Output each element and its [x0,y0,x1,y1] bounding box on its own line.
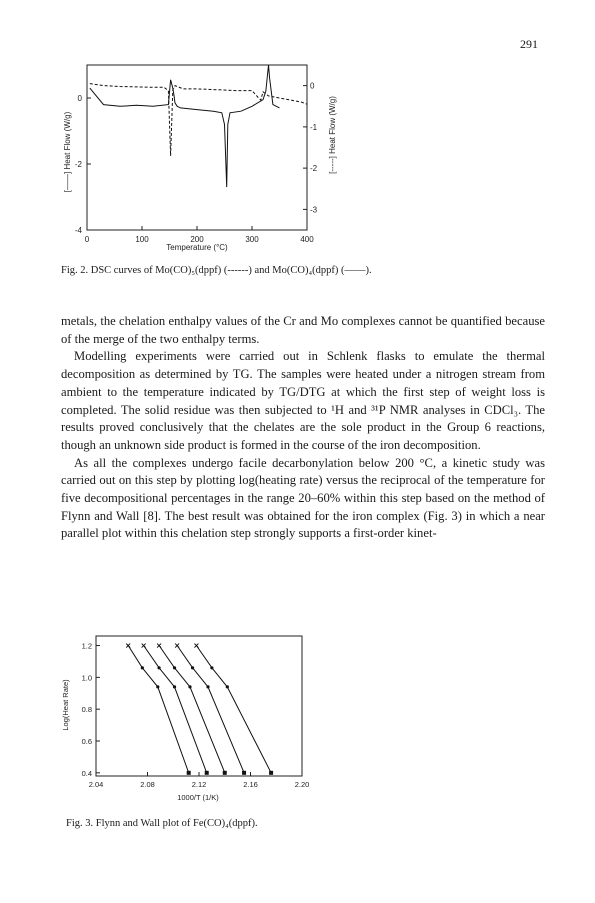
fw-point [142,644,146,648]
fw-xlabel: 1000/T (1/K) [177,793,219,802]
fw-y-tick-label: 0.6 [81,737,92,746]
dsc-series-solid [90,65,280,187]
fw-point [269,771,273,775]
fw-point [173,685,176,688]
fw-ylabel: Log(Heat Rate) [61,679,70,731]
dsc-x-tick-label: 0 [84,235,90,244]
dsc-x-tick-label: 100 [135,235,149,244]
dsc-y-right-tick-label: 0 [310,81,315,91]
fw-x-tick-label: 2.12 [191,780,207,789]
dsc-ylabel-left: [——] Heat Flow (W/g) [63,111,72,193]
paragraph-2: Modelling experiments were carried out in Schlenk flasks to emulate the thermal decomposition as determined by TG. The samples were heated under a nitrogen stream from ambient to the temperature indicated by TG/DTG at which the first step of weight loss is completed. The solid residue was then subjected to ¹H and ³¹P NMR analyses in CDCl₃. The results proved conclusively that the chelates are the sole product in the Group 6 reactions, though an unknown side product is formed in the course of the iron decomposition. [61,349,545,452]
dsc-y-right-tick-label: -1 [310,122,318,132]
fw-point [156,685,159,688]
fig3-caption: Fig. 3. Flynn and Wall plot of Fe(CO)₄(dppf). [66,818,258,829]
dsc-y-right-tick-label: -2 [310,164,318,174]
fw-point [188,685,191,688]
fw-point [157,666,160,669]
fw-y-tick-label: 1.0 [81,673,92,683]
dsc-y-left-tick-label: 0 [77,94,82,103]
fw-point [141,666,144,669]
fw-point [187,771,191,775]
fw-series-line [159,646,225,773]
fig2-caption: Fig. 2. DSC curves of Mo(CO)₅(dppf) (------) and Mo(CO)₄(dppf) (——). [61,265,372,276]
fw-plot-frame [96,636,302,776]
fw-series-line [196,646,271,773]
dsc-y-left-tick-label: -2 [74,160,82,169]
fw-point [175,644,179,648]
fw-point [226,685,229,688]
dsc-ylabel-right: [-----] Heat Flow (W/g) [328,96,337,174]
fw-y-tick-label: 0.4 [81,768,92,778]
fw-point [126,644,130,648]
fw-x-tick-label: 2.08 [140,780,155,789]
dsc-x-tick-label: 200 [190,235,204,244]
fw-series-line [144,646,207,773]
fw-point [210,666,213,669]
fw-point [157,644,161,648]
page-number: 291 [520,37,538,51]
dsc-y-right-tick-label: -3 [310,205,318,215]
dsc-xlabel: Temperature (°C) [166,243,228,252]
dsc-x-tick-label: 300 [245,235,259,244]
fw-x-tick-label: 2.04 [88,780,104,789]
fw-point [194,644,198,648]
body-text [61,313,545,543]
dsc-plot-frame [87,65,307,230]
fw-point [191,666,194,669]
fw-x-tick-label: 2.16 [243,780,258,789]
dsc-y-left-tick-label: -4 [74,226,82,235]
dsc-series-dashed [90,84,307,156]
dsc-chart [0,0,595,260]
fw-series-line [177,646,244,773]
fw-point [242,771,246,775]
paragraph-3: As all the complexes undergo facile decarbonylation below 200 °C, a kinetic study was carried out on this step by plotting log(heating rate) versus the reciprocal of the temperature for five decompositional percentages in the range 20–60% within this step based on the method of Flynn and Wall [8]. The best result was obtained for the iron complex (Fig. 3) in which a near parallel plot within this chelation step strongly supports a first-order kinet- [61,455,545,541]
fw-point [173,666,176,669]
fw-point [223,771,227,775]
fw-point [205,771,209,775]
fw-y-tick-label: 1.2 [81,641,92,651]
fw-point [206,685,209,688]
paragraph-1: metals, the chelation enthalpy values of the Cr and Mo complexes cannot be quantified because of the merge of the two enthalpy terms. [61,314,545,346]
dsc-x-tick-label: 400 [300,235,314,244]
fw-x-tick-label: 2.20 [294,780,310,789]
fw-series-line [128,646,189,773]
fw-y-tick-label: 0.8 [81,705,92,715]
